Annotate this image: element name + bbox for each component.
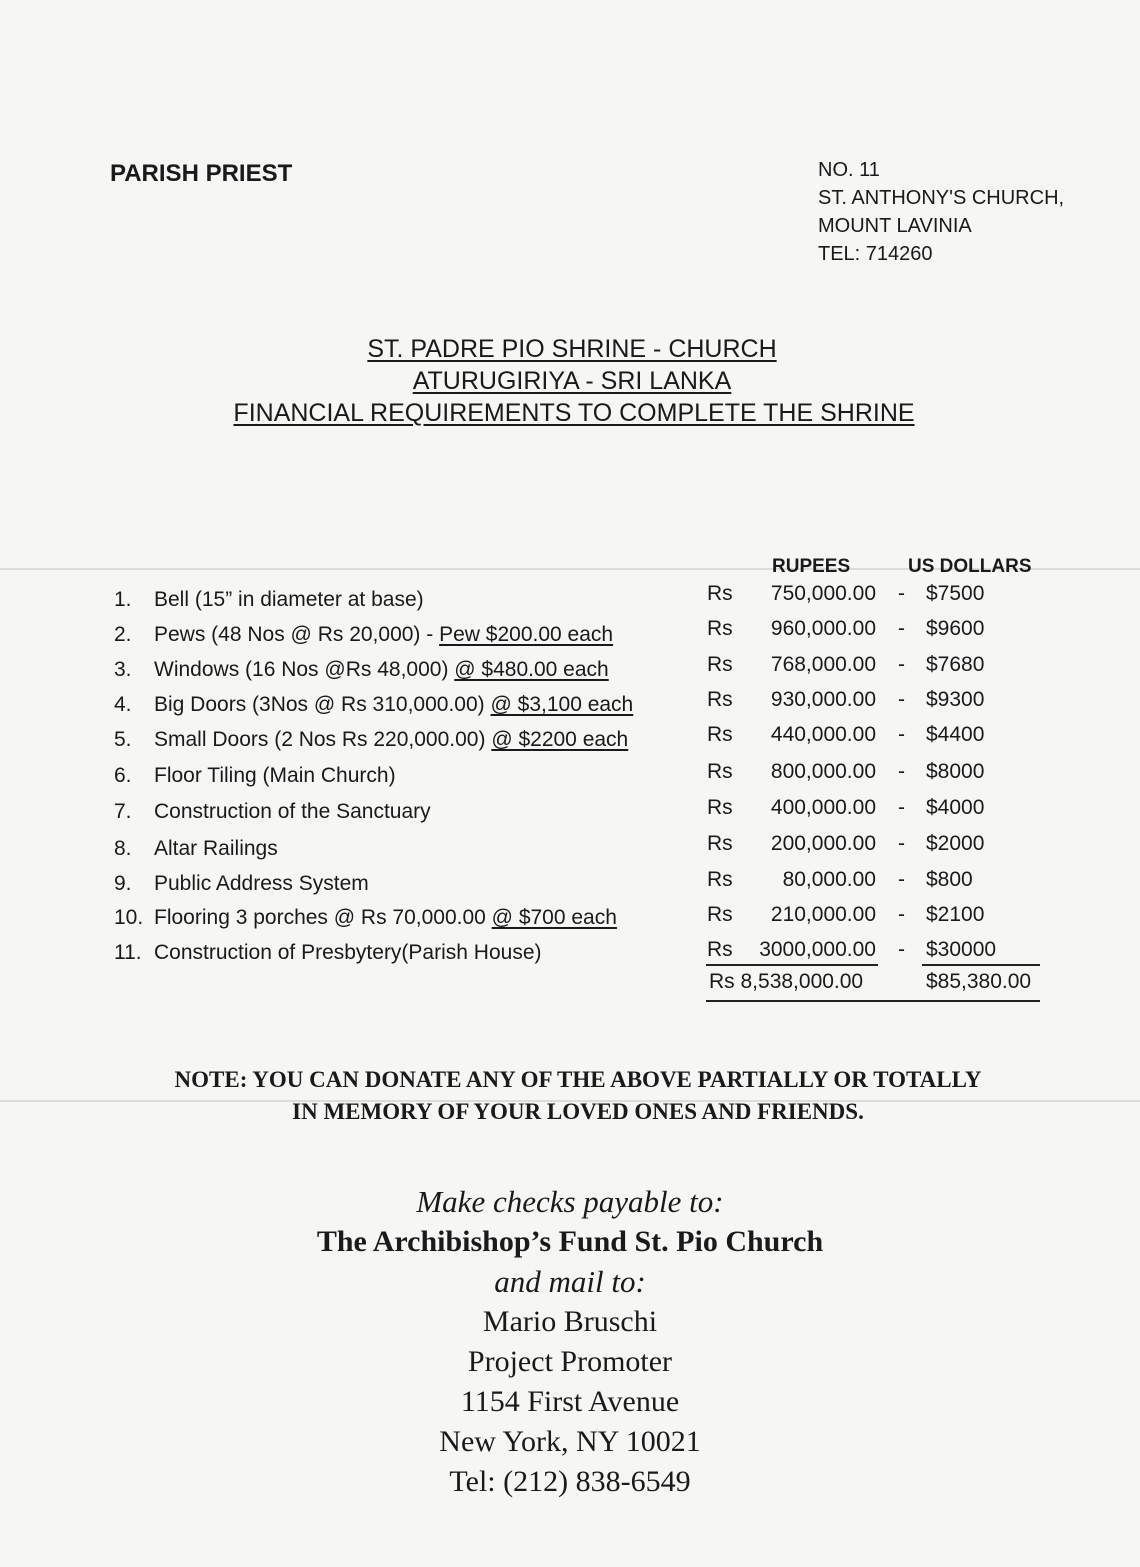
item-description — [154, 658, 609, 682]
item-description-text: Construction of the Sanctuary — [154, 800, 431, 823]
address-line: TEL: 714260 — [818, 243, 933, 265]
dash-separator: - — [898, 688, 905, 711]
contact-role: Project Promoter — [467, 1345, 673, 1378]
item-description-text: Small Doors (2 Nos Rs 220,000.00) — [154, 728, 492, 751]
currency-label: Rs — [707, 582, 733, 605]
currency-label: Rs — [707, 653, 733, 676]
item-number: 7. — [114, 800, 132, 823]
title-line-requirements: FINANCIAL REQUIREMENTS TO COMPLETE THE SHRINE — [233, 399, 915, 427]
dash-separator: - — [898, 903, 905, 926]
item-usd: $2100 — [926, 903, 985, 926]
contact-street: 1154 First Avenue — [460, 1385, 680, 1418]
parish-priest-heading: PARISH PRIEST — [110, 160, 293, 187]
item-description — [154, 728, 628, 752]
dash-separator: - — [898, 723, 905, 746]
dash-separator: - — [898, 653, 905, 676]
address-line: ST. ANTHONY'S CHURCH, — [818, 187, 1065, 209]
item-number: 4. — [114, 693, 132, 716]
item-rupees: 768,000.00 — [770, 653, 876, 676]
item-number: 10. — [114, 906, 144, 929]
item-usd: $30000 — [926, 938, 997, 961]
item-unit-price: @ $480.00 each — [454, 658, 609, 681]
currency-label: Rs — [707, 760, 733, 783]
item-usd: $4000 — [926, 796, 985, 819]
item-unit-price: @ $2200 each — [491, 728, 629, 751]
currency-label: Rs — [707, 832, 733, 855]
item-rupees: 750,000.00 — [770, 582, 876, 605]
dash-separator: - — [898, 617, 905, 640]
item-description — [154, 800, 431, 824]
item-number: 1. — [114, 588, 132, 611]
item-description-text: Construction of Presbytery(Parish House) — [154, 941, 542, 964]
payment-instructions — [0, 1182, 1140, 1502]
total-usd: $85,380.00 — [926, 970, 1032, 993]
item-description — [154, 764, 396, 788]
currency-label: Rs — [707, 796, 733, 819]
payee-name: The Archibishop’s Fund St. Pio Church — [316, 1225, 824, 1258]
document-title — [0, 333, 1140, 429]
address-block — [818, 156, 1064, 268]
item-description-text: Bell (15” in diameter at base) — [154, 588, 424, 611]
item-usd: $8000 — [926, 760, 985, 783]
item-rupees: 440,000.00 — [770, 723, 876, 746]
item-description — [154, 693, 633, 717]
dash-separator: - — [898, 760, 905, 783]
contact-phone: Tel: (212) 838-6549 — [449, 1465, 691, 1498]
currency-label: Rs — [707, 868, 733, 891]
item-number: 5. — [114, 728, 132, 751]
item-unit-price: @ $3,100 each — [490, 693, 634, 716]
item-description-text: Pews (48 Nos @ Rs 20,000) - — [154, 623, 440, 646]
item-unit-price: @ $700 each — [491, 906, 617, 929]
item-rupees: 3000,000.00 — [759, 938, 876, 961]
item-description — [154, 837, 278, 861]
item-number: 9. — [114, 872, 132, 895]
payable-label: Make checks payable to: — [416, 1184, 724, 1219]
currency-label: Rs — [707, 723, 733, 746]
item-usd: $9300 — [926, 688, 985, 711]
item-description-text: Flooring 3 porches @ Rs 70,000.00 — [154, 906, 492, 929]
currency-label: Rs — [707, 938, 733, 961]
item-number: 8. — [114, 837, 132, 860]
item-description — [154, 941, 542, 965]
note-line: NOTE: YOU CAN DONATE ANY OF THE ABOVE PARTIALLY OR TOTALLY — [174, 1067, 982, 1092]
donation-note — [0, 1064, 1140, 1128]
column-header-usd: US DOLLARS — [908, 556, 1032, 577]
item-usd: $7680 — [926, 653, 985, 676]
dash-separator: - — [898, 868, 905, 891]
dash-separator: - — [898, 582, 905, 605]
title-line-shrine: ST. PADRE PIO SHRINE - CHURCH — [367, 335, 777, 363]
item-unit-price: Pew $200.00 each — [439, 623, 614, 646]
item-number: 2. — [114, 623, 132, 646]
total-rupees: Rs 8,538,000.00 — [709, 970, 864, 993]
item-usd: $9600 — [926, 617, 985, 640]
mail-label: and mail to: — [494, 1264, 646, 1299]
note-line: IN MEMORY OF YOUR LOVED ONES AND FRIENDS. — [292, 1099, 864, 1124]
item-rupees: 930,000.00 — [770, 688, 876, 711]
currency-label: Rs — [707, 688, 733, 711]
item-description — [154, 906, 617, 930]
total-rule-rupees — [706, 964, 878, 966]
item-description-text: Windows (16 Nos @Rs 48,000) — [154, 658, 455, 681]
address-line: MOUNT LAVINIA — [818, 215, 972, 237]
item-description — [154, 872, 369, 896]
title-line-location: ATURUGIRIYA - SRI LANKA — [412, 367, 732, 395]
item-usd: $4400 — [926, 723, 985, 746]
item-description-text: Big Doors (3Nos @ Rs 310,000.00) — [154, 693, 491, 716]
item-rupees: 400,000.00 — [770, 796, 876, 819]
dash-separator: - — [898, 832, 905, 855]
item-description-text: Public Address System — [154, 872, 369, 895]
item-description — [154, 623, 613, 647]
item-number: 6. — [114, 764, 132, 787]
contact-name: Mario Bruschi — [482, 1305, 658, 1338]
currency-label: Rs — [707, 903, 733, 926]
item-usd: $2000 — [926, 832, 985, 855]
dash-separator: - — [898, 938, 905, 961]
item-usd: $7500 — [926, 582, 985, 605]
item-rupees: 210,000.00 — [770, 903, 876, 926]
item-number: 3. — [114, 658, 132, 681]
dash-separator: - — [898, 796, 905, 819]
currency-label: Rs — [707, 617, 733, 640]
item-rupees: 80,000.00 — [782, 868, 876, 891]
item-rupees: 200,000.00 — [770, 832, 876, 855]
item-usd: $800 — [926, 868, 973, 891]
item-description-text: Altar Railings — [154, 837, 278, 860]
address-line: NO. 11 — [818, 159, 880, 181]
total-rule-usd — [922, 964, 1040, 966]
contact-city: New York, NY 10021 — [439, 1425, 701, 1458]
item-rupees: 960,000.00 — [770, 617, 876, 640]
item-rupees: 800,000.00 — [770, 760, 876, 783]
column-header-rupees: RUPEES — [772, 556, 851, 577]
item-number: 11. — [114, 941, 142, 964]
item-description-text: Floor Tiling (Main Church) — [154, 764, 396, 787]
total-bottom-rule — [706, 1000, 1040, 1002]
